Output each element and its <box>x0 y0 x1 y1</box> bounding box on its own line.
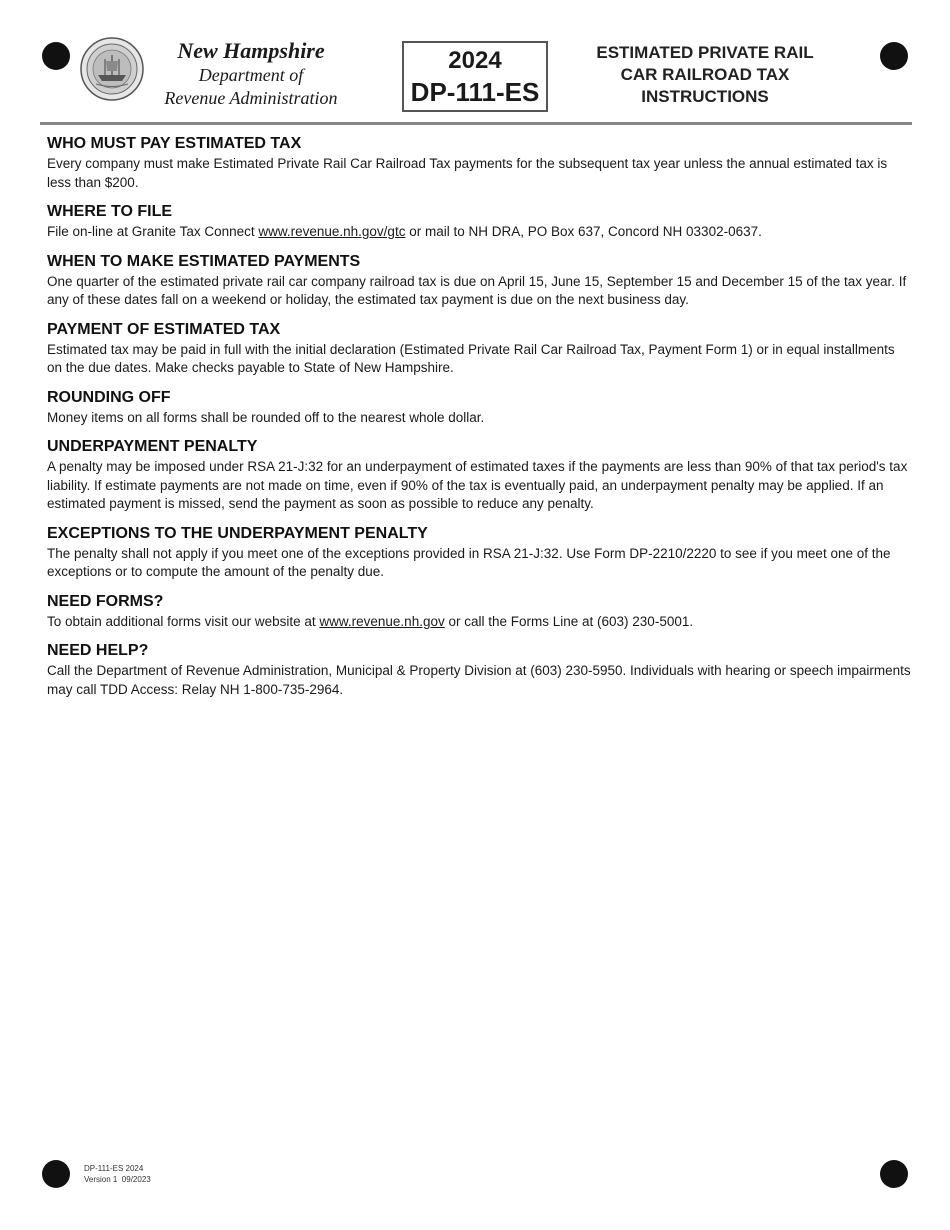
gtc-link[interactable]: www.revenue.nh.gov/gtc <box>258 224 406 239</box>
title-line-3: INSTRUCTIONS <box>641 87 769 106</box>
website-link[interactable]: www.revenue.nh.gov <box>319 613 445 629</box>
section-need-forms <box>47 591 913 632</box>
section-text: One quarter of the estimated private rail car company railroad tax is due on April 15, June 15, September 15 and December 15 of the tax year. If any of these dates fall on a weekend or holiday, the estimated tax payment is due on the next business day. <box>47 273 907 307</box>
text-before-link: File on-line at Granite Tax Connect <box>47 224 259 239</box>
section-exceptions <box>47 523 913 582</box>
registration-mark-top-left <box>42 42 70 70</box>
form-year: 2024 <box>448 47 502 74</box>
agency-line-1: Department of <box>198 65 304 85</box>
section-heading: PAYMENT OF ESTIMATED TAX <box>47 320 281 338</box>
section-where-to-file <box>47 201 913 242</box>
section-heading: NEED FORMS? <box>47 592 164 610</box>
form-footer <box>84 1163 151 1185</box>
form-id-box <box>402 41 548 112</box>
section-payment <box>47 319 913 378</box>
agency-line-2: Revenue Administration <box>164 88 338 108</box>
title-line-2: CAR RAILROAD TAX <box>620 65 790 84</box>
registration-mark-bottom-left <box>42 1160 70 1188</box>
text-before-link: To obtain additional forms visit our website at <box>47 613 320 629</box>
section-heading: NEED HELP? <box>47 642 149 659</box>
section-heading: EXCEPTIONS TO THE UNDERPAYMENT PENALTY <box>47 524 428 542</box>
registration-mark-top-right <box>880 42 908 70</box>
agency-name <box>146 38 356 110</box>
section-rounding <box>47 387 913 428</box>
document-title <box>574 42 836 108</box>
header-divider <box>40 122 912 125</box>
text-after-link: or mail to NH DRA, PO Box 637, Concord NH 03302-0637. <box>405 224 762 239</box>
section-text <box>47 613 913 632</box>
section-heading: WHEN TO MAKE ESTIMATED PAYMENTS <box>47 252 361 270</box>
agency-state: New Hampshire <box>177 38 325 63</box>
section-heading: WHERE TO FILE <box>47 203 173 220</box>
section-heading: UNDERPAYMENT PENALTY <box>47 438 258 455</box>
section-heading: WHO MUST PAY ESTIMATED TAX <box>47 135 302 152</box>
section-text: A penalty may be imposed under RSA 21-J:32 for an underpayment of estimated taxes if the payments are less than 90% of that tax period's tax liability. If estimate payments are not made on time, even if 90% of the tax is eventually paid, an underpayment penalty may be applied. If an estimated payment is missed, send the payment as soon as possible to reduce any penalty. <box>47 459 908 511</box>
section-need-help <box>47 640 913 699</box>
section-text: Estimated tax may be paid in full with the initial declaration (Estimated Private Rail Car Railroad Tax, Payment Form 1) or in equal installments on the due dates. Make checks payable to State of New Hampshire. <box>47 341 895 375</box>
form-number: DP-111-ES <box>410 77 540 107</box>
section-when-to-pay <box>47 251 913 310</box>
registration-mark-bottom-right <box>880 1160 908 1188</box>
section-heading: ROUNDING OFF <box>47 388 171 406</box>
section-who-must-pay <box>47 133 913 192</box>
section-underpayment <box>47 436 913 514</box>
title-line-1: ESTIMATED PRIVATE RAIL <box>596 43 814 62</box>
footer-version: Version 1 09/2023 <box>84 1175 151 1184</box>
state-seal-icon <box>80 37 144 101</box>
section-text: Money items on all forms shall be rounded off to the nearest whole dollar. <box>47 409 485 425</box>
section-text: Call the Department of Revenue Administration, Municipal & Property Division at (603) 230-5950. Individuals with hearing or speech impairments may call TDD Access: Relay NH 1-800-735-2964. <box>47 663 911 697</box>
text-after-link: or call the Forms Line at (603) 230-5001. <box>444 613 694 629</box>
section-text <box>47 223 913 242</box>
instructions-body <box>47 133 913 708</box>
footer-form-id: DP-111-ES 2024 <box>84 1164 144 1173</box>
section-text: The penalty shall not apply if you meet one of the exceptions provided in RSA 21-J:32. Use Form DP-2210/2220 to see if you meet one of the exceptions or to compute the amount of the penalty due. <box>47 545 891 579</box>
section-text: Every company must make Estimated Private Rail Car Railroad Tax payments for the subsequent tax year unless the annual estimated tax is less than $200. <box>47 156 888 190</box>
